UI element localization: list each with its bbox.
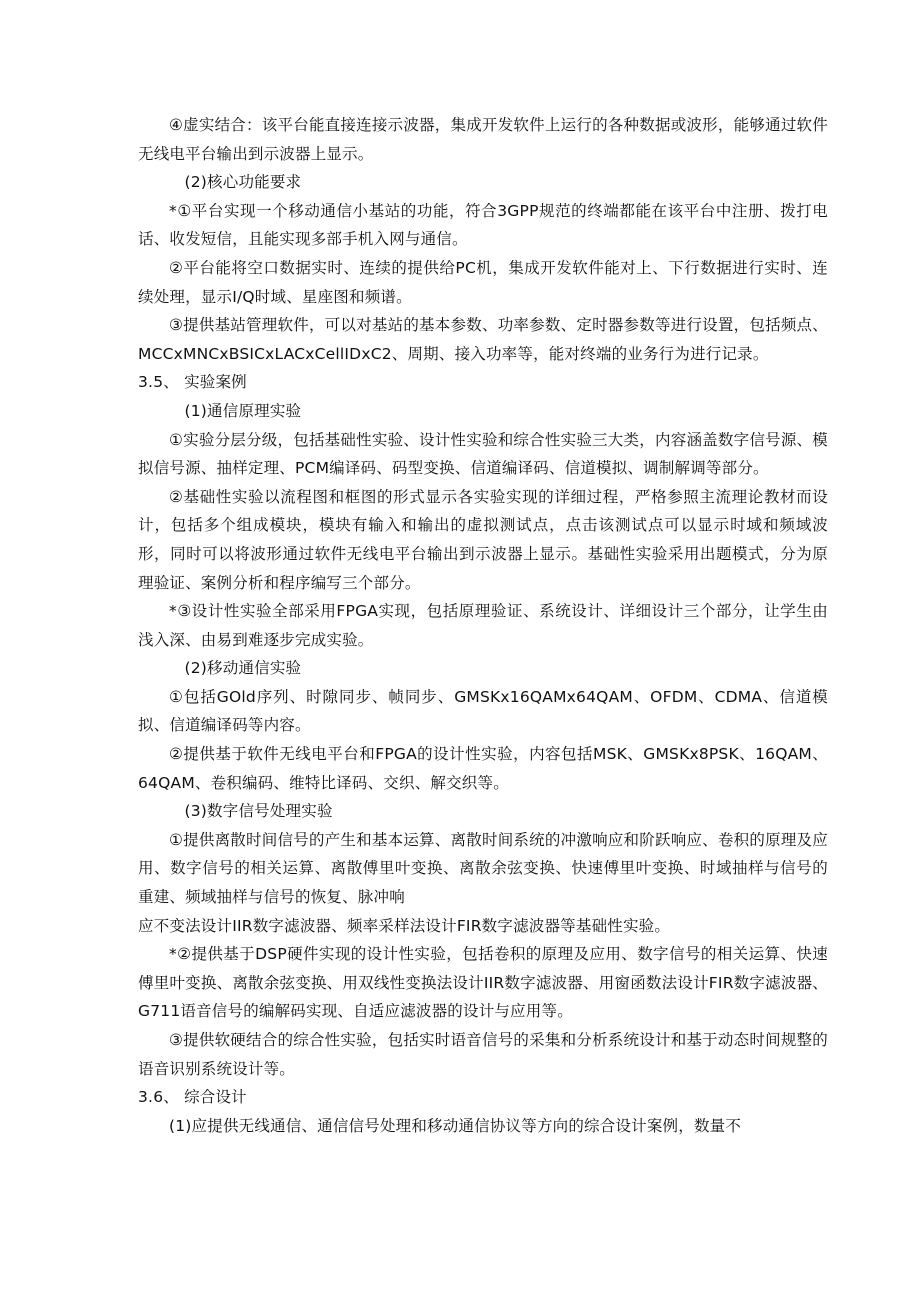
paragraph-basic-experiments: ②基础性实验以流程图和框图的形式显示各实验实现的详细过程，严格参照主流理论教材而设计，包括多个组成模块，模块有输入和输出的虚拟测试点，点击该测试点可以显示时域和频域波形，同时可以将波形通过软件无线电平台输出到示波器上显示。基础性实验采用出题模式，分为原理验证、案例分析和程序编写三个部分。	[138, 487, 828, 592]
paragraph-hardware-software-combined: ③提供软硬结合的综合性实验，包括实时语音信号的采集和分析系统设计和基于动态时间规整的语音识别系统设计等。	[138, 1031, 828, 1078]
paragraph-gold-sequence: ①包括GOld序列、时隙同步、帧同步、GMSKx16QAMx64QAM、OFDM、CDMA、信道模拟、信道编译码等内容。	[138, 687, 828, 735]
heading-core-function-requirements: (2)核心功能要求	[184, 173, 302, 192]
paragraph-dsp-hardware-design: *②提供基于DSP硬件实现的设计性实验，包括卷积的原理及应用、数字信号的相关运算、快速傅里叶变换、离散余弦变换、用双线性变换法设计IIR数字滤波器、用窗函数法设计FIR数字滤波器、G711语音信号的编解码实现、自适应滤波器的设计与应用等。	[138, 945, 828, 1021]
paragraph-base-station-management: ③提供基站管理软件，可以对基站的基本参数、功率参数、定时器参数等进行设置，包括频点、MCCxMNCxBSICxLACxCellIDxC2、周期、接入功率等，能对终端的业务行为进行记录。	[138, 316, 828, 363]
paragraph-sdr-fpga-design: ②提供基于软件无线电平台和FPGA的设计性实验，内容包括MSK、GMSKx8PSK、16QAM、64QAM、卷积编码、维特比译码、交织、解交织等。	[138, 745, 828, 792]
paragraph-iir-fir-basic: 应不变法设计IIR数字滤波器、频率采样法设计FIR数字滤波器等基础性实验。	[138, 916, 671, 935]
paragraph-air-interface-data: ②平台能将空口数据实时、连续的提供给PC机，集成开发软件能对上、下行数据进行实时、连续处理，显示I/Q时域、星座图和频谱。	[138, 258, 828, 306]
paragraph-comprehensive-design-cases: (1)应提供无线通信、通信信号处理和移动通信协议等方向的综合设计案例，数量不	[169, 1116, 742, 1135]
paragraph-fpga-design-experiments: *③设计性实验全部采用FPGA实现，包括原理验证、系统设计、详细设计三个部分，让学生由浅入深、由易到难逐步完成实验。	[138, 602, 828, 649]
heading-mobile-communication-experiments: (2)移动通信实验	[184, 659, 302, 678]
document-body	[138, 111, 828, 1140]
paragraph-discrete-time-signals: ①提供离散时间信号的产生和基本运算、离散时间系统的冲激响应和阶跃响应、卷积的原理及应用、数字信号的相关运算、离散傅里叶变换、离散余弦变换、快速傅里叶变换、时域抽样与信号的重建、频域抽样与信号的恢复、脉冲响	[138, 830, 828, 907]
section-heading-3-5: 3.5、 实验案例	[138, 373, 247, 392]
section-heading-3-6: 3.6、 综合设计	[138, 1088, 247, 1107]
paragraph-virtual-real-combination: ④虚实结合：该平台能直接连接示波器，集成开发软件上运行的各种数据或波形，能够通过软件无线电平台输出到示波器上显示。	[138, 116, 828, 163]
heading-communication-principle-experiments: (1)通信原理实验	[184, 401, 302, 420]
paragraph-small-base-station: *①平台实现一个移动通信小基站的功能，符合3GPP规范的终端都能在该平台中注册、拨打电话、收发短信，且能实现多部手机入网与通信。	[138, 201, 828, 249]
heading-dsp-experiments: (3)数字信号处理实验	[184, 802, 333, 821]
paragraph-experiment-levels: ①实验分层分级，包括基础性实验、设计性实验和综合性实验三大类，内容涵盖数字信号源、模拟信号源、抽样定理、PCM编译码、码型变换、信道编译码、信道模拟、调制解调等部分。	[138, 430, 828, 478]
